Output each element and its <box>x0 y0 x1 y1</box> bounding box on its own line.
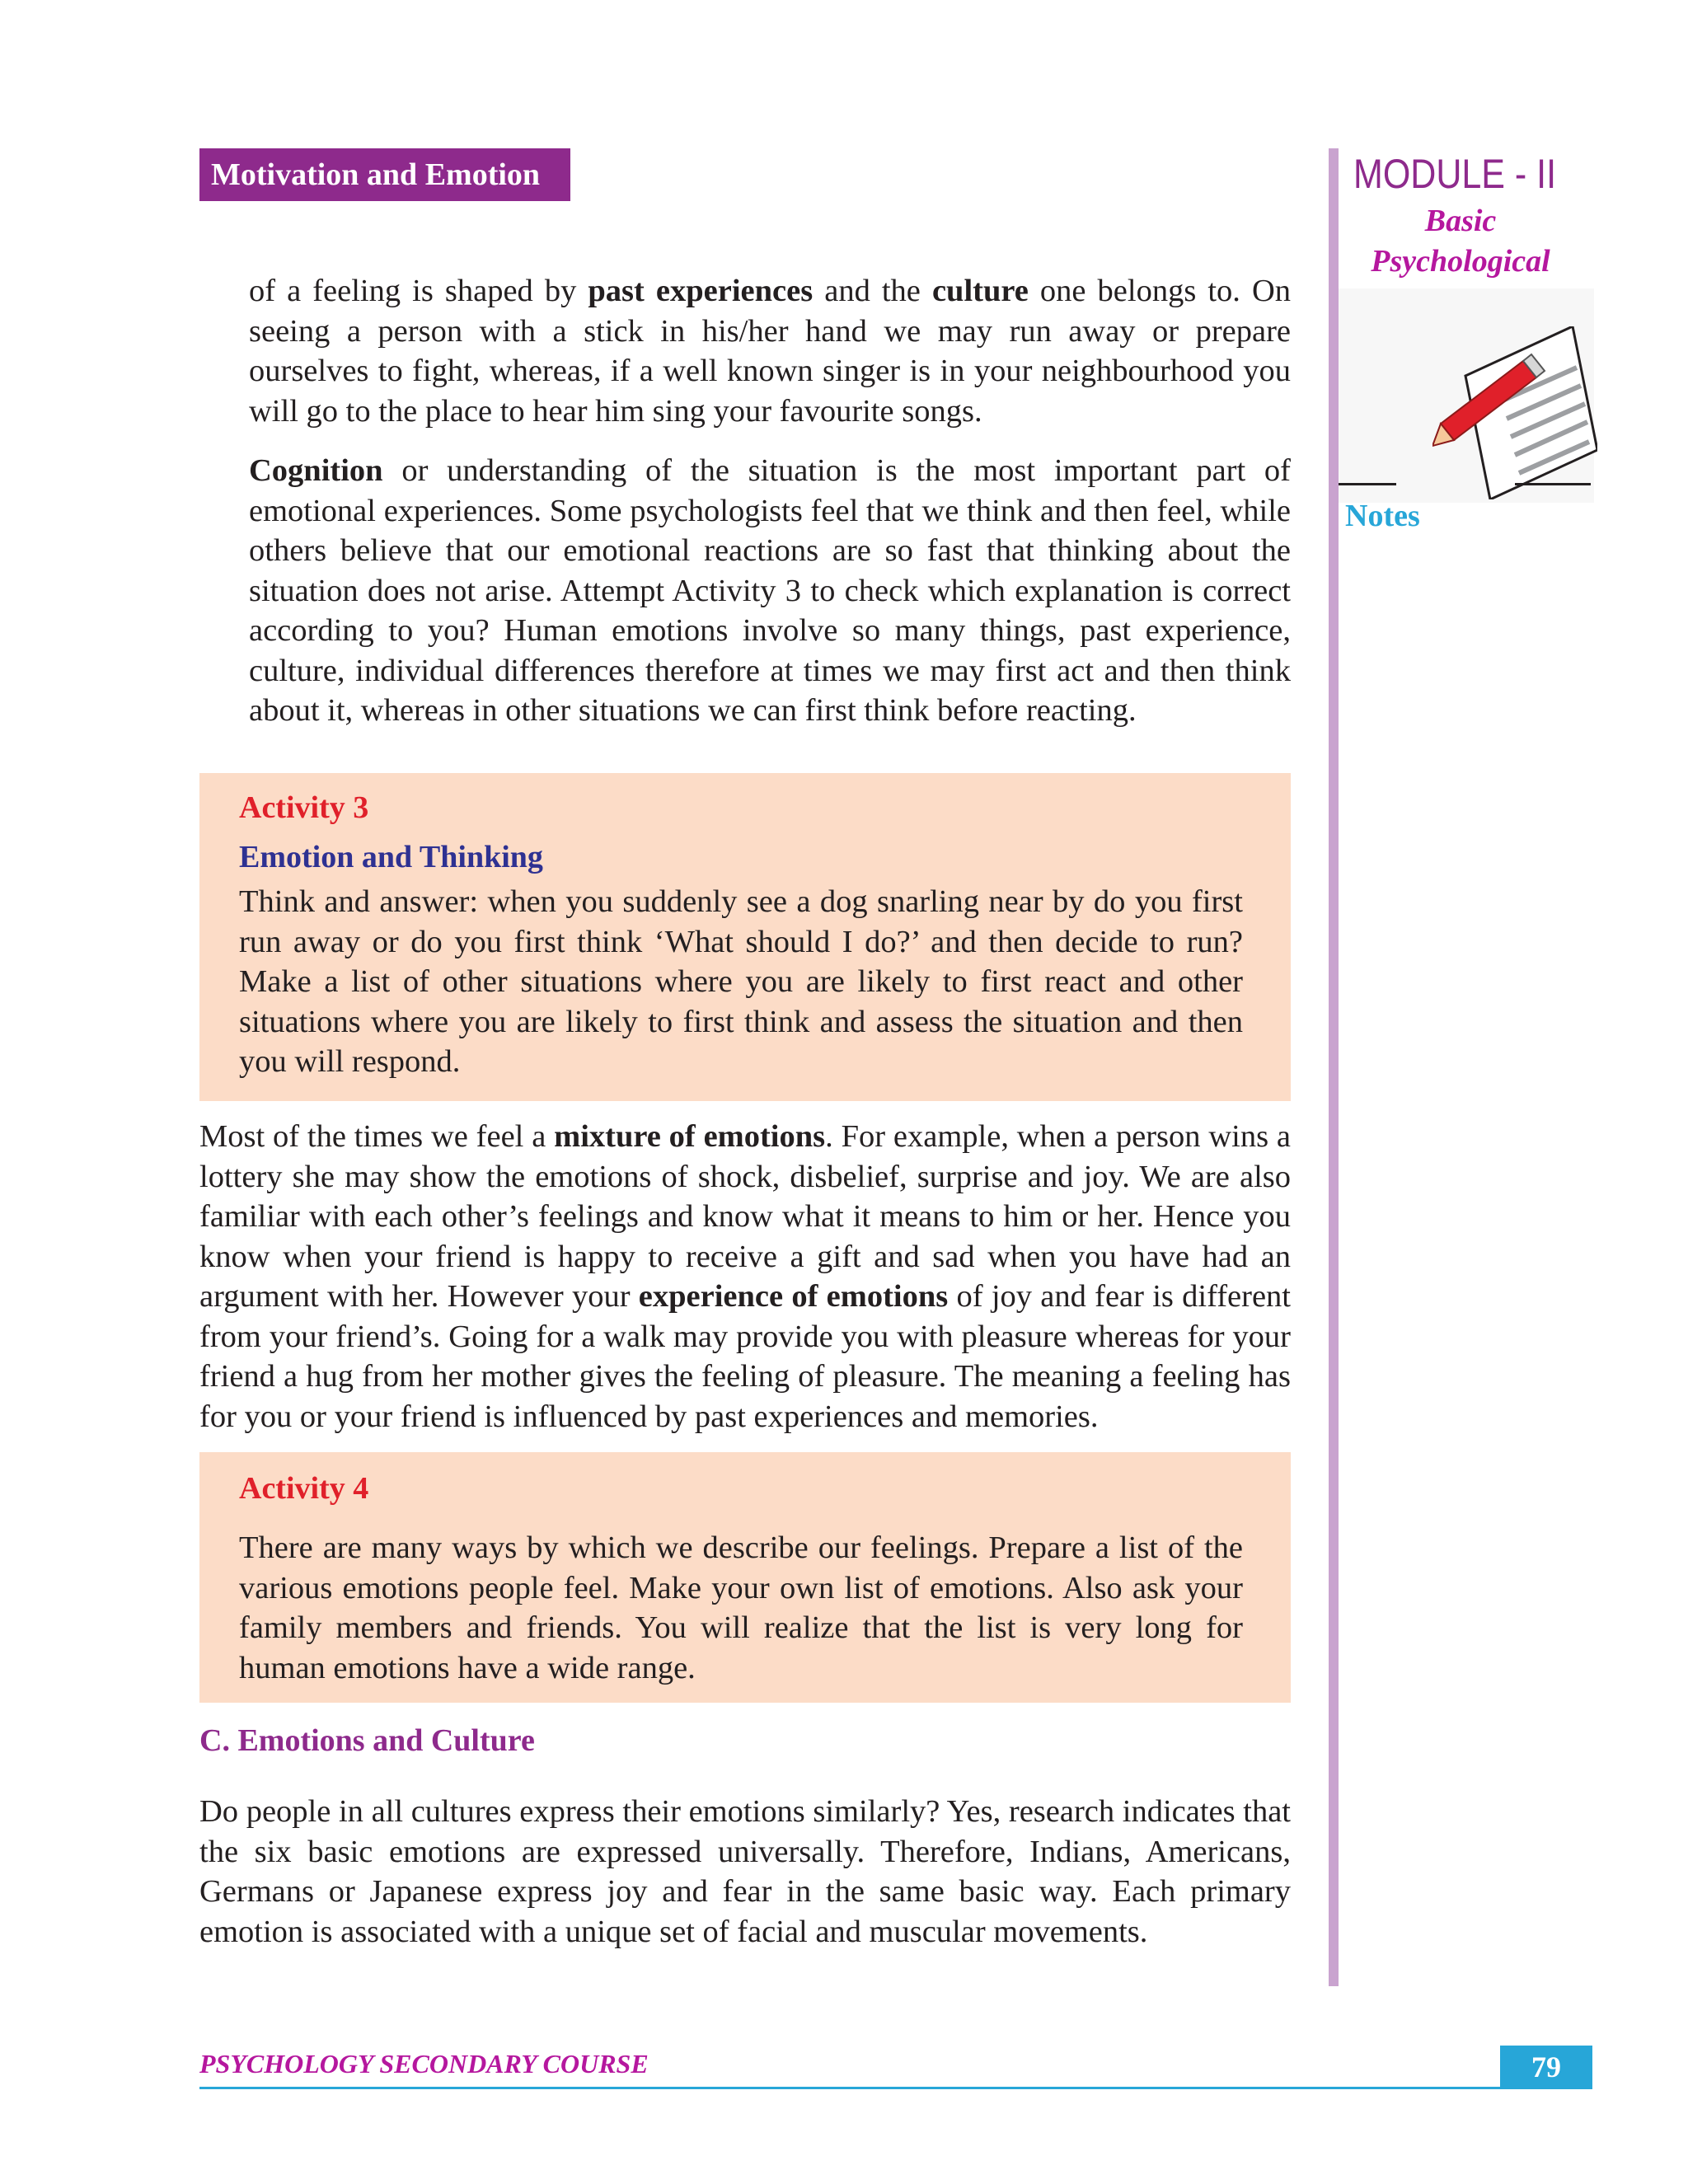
activity-box <box>199 773 1291 1101</box>
section-heading: C. Emotions and Culture <box>199 1723 535 1758</box>
body-paragraph: Cognition or understanding of the situation is the most important part of emotional experiences. Some psychologists feel that we think and then feel, while others believe that our emotional reactions are so fast that thinking about the situation does not arise. Attempt Activity 3 to check which explanation is correct according to you? Human emotions involve so many things, past experience, culture, individual differences therefore at times we may first act and then think about it, whereas in other situations we can first think before reacting. <box>249 453 1291 728</box>
activity-text: There are many ways by which we describe our feelings. Prepare a list of the various emotions people feel. Make your own list of emotions. Also ask your family members and friends. You will realize that the list is very long for human emotions have a wide range. <box>239 1530 1243 1685</box>
module-subtitle-line: Psychological <box>1371 244 1550 279</box>
footer-rule <box>199 2087 1592 2089</box>
margin-divider <box>1329 148 1339 1986</box>
activity-title: Activity 4 <box>239 1471 369 1506</box>
module-title: MODULE - II <box>1353 151 1557 197</box>
activity-subtitle: Emotion and Thinking <box>239 840 543 874</box>
page-number: 79 <box>1500 2046 1592 2088</box>
module-subtitle-line: Basic <box>1424 204 1497 238</box>
activity-title: Activity 3 <box>239 790 369 825</box>
notepad-with-pencil-icon <box>1432 326 1597 499</box>
notes-label: Notes <box>1345 499 1420 533</box>
footer-course-title: PSYCHOLOGY SECONDARY COURSE <box>199 2049 649 2079</box>
notes-rule <box>1339 483 1396 485</box>
body-paragraph: Do people in all cultures express their emotions similarly? Yes, research indicates that the six basic emotions are expressed universally. Therefore, Indians, Americans, Germans or Japanese express joy and fear in the same basic way. Each primary emotion is associated with a unique set of facial and muscular movements. <box>199 1794 1291 1949</box>
body-paragraph: Most of the times we feel a mixture of emotions. For example, when a person wins a lottery she may show the emotions of shock, disbelief, surprise and joy. We are also familiar with each other’s feelings and know what it means to him or her. Hence you know when your friend is happy to receive a gift and sad when you have had an argument with her. However your experience of emotions of joy and fear is different from your friend’s. Going for a walk may provide you with pleasure whereas for your friend a hug from her mother gives the feeling of pleasure. The meaning a feeling has for you or your friend is influenced by past experiences and memories. <box>199 1119 1292 1434</box>
activity-box <box>199 1452 1291 1703</box>
body-paragraph: of a feeling is shaped by past experiences and the culture one belongs to. On seeing a person with a stick in his/her hand we may run away or prepare ourselves to fight, whereas, if a well known singer is in your neighbourhood you will go to the place to hear him sing your favourite songs. <box>249 274 1292 429</box>
activity-text: Think and answer: when you suddenly see a dog snarling near by do you first run away or do you first think ‘What should I do?’ and then decide to run? Make a list of other situations where you are likely to first react and other situations where you are likely to first think and assess the situation and then you will respond. <box>239 884 1243 1079</box>
notes-rule <box>1515 483 1591 485</box>
chapter-tag: Motivation and Emotion <box>199 148 570 201</box>
